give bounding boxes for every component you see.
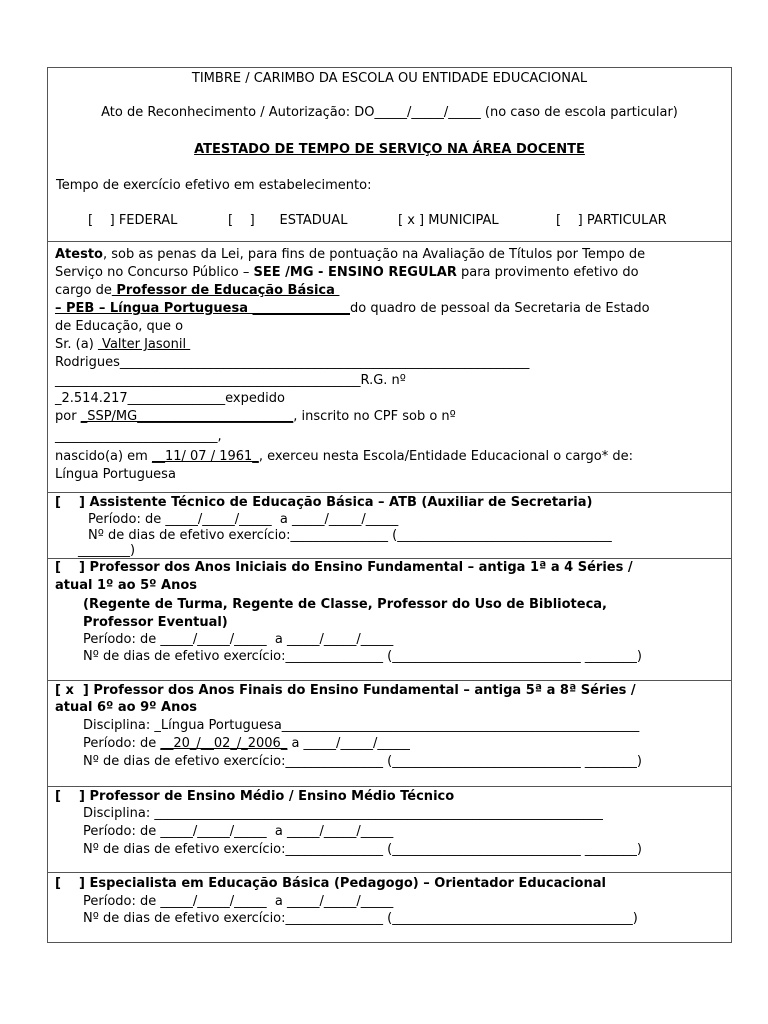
attestation-line-10: por _SSP/MG________________________, inscrito no CPF sob o nº (55, 409, 456, 424)
service-certificate-form (47, 67, 732, 943)
header-section (48, 68, 731, 242)
early-years-subtitle-2: Professor Eventual) (83, 615, 228, 630)
option-municipal-label: MUNICIPAL (428, 213, 499, 228)
specialist-section (48, 873, 731, 943)
early-years-title-1: [ ] Professor dos Anos Iniciais do Ensino Fundamental – antiga 1ª a 4 Séries / (55, 560, 633, 575)
option-federal-box: [ ] (88, 213, 115, 228)
option-particular (556, 212, 667, 229)
high-school-discipline: Disciplina: _____________________________________________________________________ (83, 806, 603, 821)
option-municipal-box: [ x ] (398, 213, 425, 228)
attestation-line-6: Sr. (a) Valter Jasonil (55, 337, 191, 352)
early-years-subtitle-1: (Regente de Turma, Regente de Classe, Professor do Uso de Biblioteca, (83, 597, 607, 612)
attestation-line-9: _2.514.217_______________expedido (55, 391, 285, 406)
specialist-days: Nº de dias de efetivo exercício:_______________ (_____________________________________) (83, 911, 638, 926)
early-years-days: Nº de dias de efetivo exercício:_______________ (_____________________________ ________) (83, 649, 642, 664)
final-years-period: Período: de __20_/__02_/_2006_ a _____/_____/_____ (83, 736, 410, 751)
atb-title: [ ] Assistente Técnico de Educação Básica – ATB (Auxiliar de Secretaria) (55, 495, 593, 510)
high-school-period: Período: de _____/_____/_____ a _____/_____/_____ (83, 824, 394, 839)
option-particular-label: PARTICULAR (586, 213, 667, 228)
final-years-title-2: atual 6º ao 9º Anos (55, 700, 198, 715)
attestation-line-1: Atesto, sob as penas da Lei, para fins de pontuação na Avaliação de Títulos por Tempo de (55, 247, 646, 262)
attestation-line-2: Serviço no Concurso Público – SEE /MG - ENSINO REGULAR para provimento efetivo do (55, 265, 639, 280)
attestation-line-5: de Educação, que o (55, 319, 184, 334)
specialist-title: [ ] Especialista em Educação Básica (Pedagogo) – Orientador Educacional (55, 876, 606, 891)
final-years-discipline: Disciplina: _Língua Portuguesa_______________________________________________________ (83, 718, 640, 733)
atb-section (48, 493, 731, 559)
attestation-line-13: Língua Portuguesa (55, 467, 176, 482)
option-estadual (228, 212, 347, 229)
atb-days: Nº de dias de efetivo exercício:_______________ (_________________________________ (88, 528, 612, 543)
option-estadual-box: [ ] (228, 213, 255, 228)
document-title: ATESTADO DE TEMPO DE SERVIÇO NA ÁREA DOCENTE (194, 142, 585, 157)
final-years-days: Nº de dias de efetivo exercício:_______________ (_____________________________ ________) (83, 754, 642, 769)
option-particular-box: [ ] (556, 213, 583, 228)
option-federal (88, 212, 177, 229)
high-school-title: [ ] Professor de Ensino Médio / Ensino Médio Técnico (55, 789, 455, 804)
high-school-days: Nº de dias de efetivo exercício:_______________ (_____________________________ ________) (83, 842, 642, 857)
high-school-section (48, 787, 731, 873)
atb-days-continued: ________) (78, 543, 136, 558)
attestation-line-8: _______________________________________________R.G. nº (55, 373, 406, 388)
attestation-line-7: Rodrigues_______________________________________________________________ (55, 355, 530, 370)
recognition-act-line: Ato de Reconhecimento / Autorização: DO_____/_____/_____ (no caso de escola particular) (101, 105, 678, 120)
attestation-line-12: nascido(a) em __11/ 07 / 1961_, exerceu nesta Escola/Entidade Educacional o cargo* de: (55, 449, 633, 464)
early-years-period: Período: de _____/_____/_____ a _____/_____/_____ (83, 632, 394, 647)
option-federal-label: FEDERAL (118, 213, 178, 228)
option-municipal (398, 212, 499, 229)
early-years-section (48, 559, 731, 681)
option-estadual-label: ESTADUAL (279, 213, 348, 228)
attestation-line-3: cargo de Professor de Educação Básica (55, 283, 340, 298)
final-years-section (48, 681, 731, 787)
attestation-section (48, 242, 731, 493)
final-years-title-1: [ x ] Professor dos Anos Finais do Ensino Fundamental – antiga 5ª a 8ª Séries / (55, 683, 636, 698)
early-years-title-2: atual 1º ao 5º Anos (55, 578, 198, 593)
school-stamp-title: TIMBRE / CARIMBO DA ESCOLA OU ENTIDADE EDUCACIONAL (191, 71, 588, 86)
attestation-line-11: _________________________, (55, 429, 222, 444)
specialist-period: Período: de _____/_____/_____ a _____/_____/_____ (83, 894, 394, 909)
service-time-label: Tempo de exercício efetivo em estabelecimento: (56, 178, 372, 193)
attestation-line-4: – PEB – Língua Portuguesa _______________do quadro de pessoal da Secretaria de Estado (55, 301, 650, 316)
atb-period: Período: de _____/_____/_____ a _____/_____/_____ (88, 512, 399, 527)
